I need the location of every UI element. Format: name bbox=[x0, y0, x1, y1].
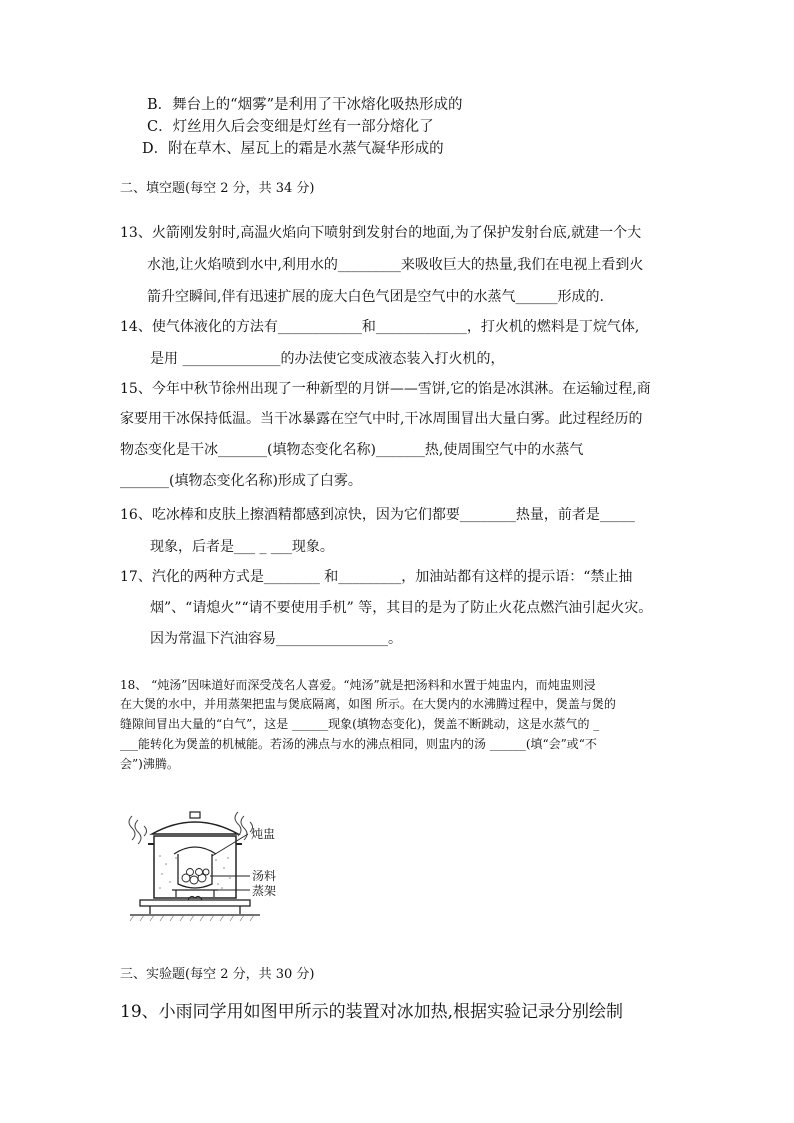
option-d: D．附在草木、屋瓦上的霜是水蒸气凝华形成的 bbox=[142, 141, 444, 157]
q17-line2: 烟”、“请熄火”“请不要使用手机” 等，其目的是为了防止火花点燃汽油引起火灾。 bbox=[150, 600, 653, 616]
q18-line2: 在大煲的水中，并用蒸架把盅与煲底隔离，如图 所示。在大煲内的水沸腾过程中，煲盖与煲的 bbox=[120, 697, 616, 711]
ground-hatch bbox=[130, 915, 254, 921]
q18-line1: 18、 “炖汤”因味道好而深受茂名人喜爱。“炖汤”就是把汤料和水置于炖盅内，而炖盅则浸 bbox=[120, 678, 596, 692]
label-tangliao: 汤料 bbox=[252, 869, 277, 883]
stove-icon bbox=[130, 900, 260, 915]
q16-line1: 16、吃冰棒和皮肤上擦酒精都感到凉快，因为它们都要________热量，前者是_____ bbox=[120, 507, 635, 523]
option-b: B．舞台上的“烟雾”是利用了干冰熔化吸热形成的 bbox=[147, 97, 463, 113]
q15-line3: 物态变化是干冰_______(填物态变化名称)_______热,使周围空气中的水蒸气 bbox=[120, 442, 584, 458]
q15-line4: _______(填物态变化名称)形成了白雾。 bbox=[120, 473, 362, 489]
label-dunzhong: 炖盅 bbox=[251, 827, 276, 841]
q15-line2: 家要用干冰保持低温。当干冰暴露在空气中时,干冰周围冒出大量白雾。此过程经历的 bbox=[120, 411, 643, 427]
q17-line1: 17、汽化的两种方式是________ 和_________，加油站都有这样的提示语：“禁止抽 bbox=[120, 569, 633, 585]
q16-line2: 现象，后者是___ _ ___现象。 bbox=[150, 539, 334, 555]
q13-line2: 水池,让火焰喷到水中,利用水的_________来吸收巨大的热量,我们在电视上看到火 bbox=[147, 257, 644, 273]
q14-line2: 是用 ______________的办法使它变成液态装入打火机的， bbox=[150, 351, 505, 367]
q14-line1: 14、使气体液化的方法有____________和_____________，打火机的燃料是丁烷气体, bbox=[120, 319, 640, 335]
q19-line1: 19、小雨同学用如图甲所示的装置对冰加热,根据实验记录分别绘制 bbox=[120, 1002, 624, 1022]
q13-line3: 箭升空瞬间,伴有迅速扩展的庞大白色气团是空气中的水蒸气______形成的. bbox=[147, 289, 604, 305]
stew-pot-figure bbox=[120, 800, 305, 925]
q18-line5: 会”)沸腾。 bbox=[120, 757, 179, 771]
q13-line1: 13、火箭刚发射时,高温火焰向下喷射到发射台的地面,为了保护发射台底,就建一个大 bbox=[120, 225, 642, 241]
stew-pot-drawing bbox=[120, 800, 305, 925]
q18-line4: ___能转化为煲盖的机械能。若汤的沸点与水的沸点相同，则盅内的汤 ______(填“会”或“不 bbox=[120, 737, 597, 751]
pot-lid-icon bbox=[152, 822, 238, 834]
section-heading-experiment: 三、实验题(每空 2 分，共 30 分) bbox=[120, 967, 315, 982]
option-c: C．灯丝用久后会变细是灯丝有一部分熔化了 bbox=[147, 119, 434, 135]
q15-line1: 15、今年中秋节徐州出现了一种新型的月饼——雪饼,它的馅是冰淇淋。在运输过程,商 bbox=[120, 381, 651, 397]
q18-line3: 缝隙间冒出大量的“白气”，这是 ______现象(填物态变化)，煲盖不断跳动，这是水蒸气的 _ bbox=[120, 717, 600, 731]
q17-line3: 因为常温下汽油容易________________。 bbox=[150, 631, 402, 647]
steam-left-icon bbox=[129, 816, 147, 844]
section-heading-fill-blank: 二、填空题(每空 2 分，共 34 分) bbox=[120, 181, 315, 196]
steam-right-icon bbox=[235, 812, 253, 840]
label-zhengjia: 蒸架 bbox=[252, 884, 277, 898]
